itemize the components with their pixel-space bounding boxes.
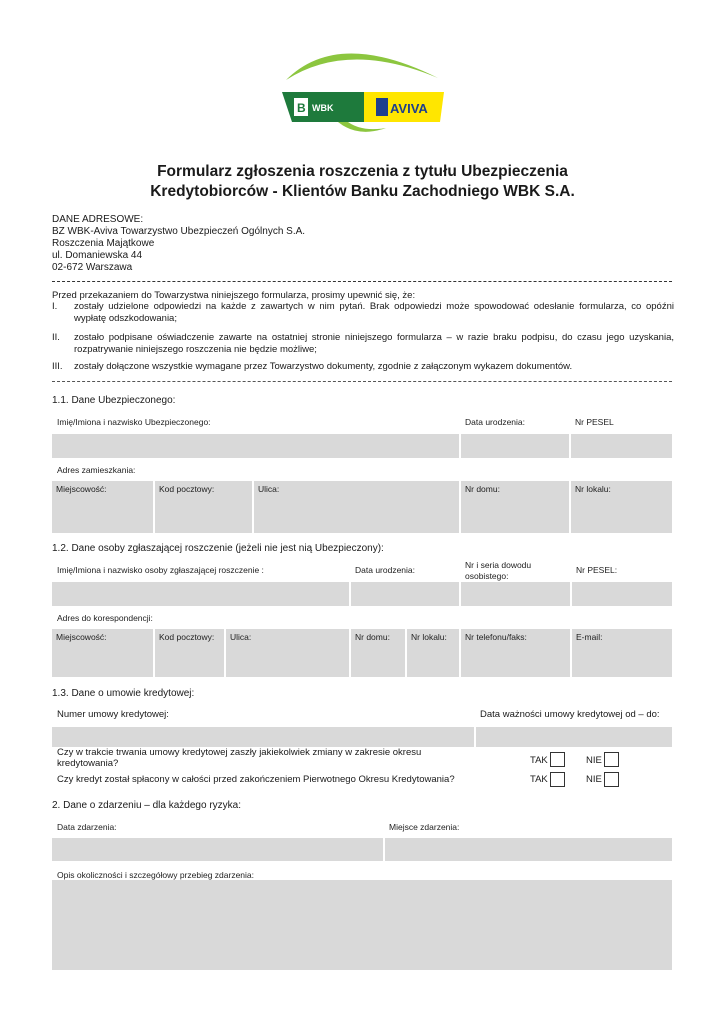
house-label: Nr domu:	[355, 632, 390, 642]
event-place-label: Miejsce zdarzenia:	[389, 822, 460, 832]
insured-house-field[interactable]	[461, 481, 569, 533]
email-label: E-mail:	[576, 632, 603, 642]
city-label: Miejscowość:	[56, 632, 107, 642]
form-title-line2: Kredytobiorców - Klientów Banku Zachodniego WBK S.A.	[150, 183, 575, 200]
claimant-pesel-field[interactable]	[572, 582, 672, 606]
question-1-line2: kredytowania?	[57, 758, 119, 769]
address-heading: DANE ADRESOWE:	[52, 214, 144, 225]
claimant-house-field[interactable]	[351, 629, 405, 677]
postal-label: Kod pocztowy:	[159, 632, 215, 642]
contract-validity-label: Data ważności umowy kredytowej od – do:	[480, 709, 660, 720]
claimant-address-fields	[52, 629, 672, 677]
logo-aviva-text: AVIVA	[390, 101, 428, 116]
claimant-email-field[interactable]	[572, 629, 672, 677]
divider	[52, 281, 672, 282]
section-2-heading: 2. Dane o zdarzeniu – dla każdego ryzyka:	[52, 800, 241, 811]
claimant-id-label-1: Nr i seria dowodu	[465, 560, 532, 570]
claimant-row-fields	[52, 582, 672, 606]
logo-arc	[286, 53, 438, 80]
q1-no-checkbox[interactable]	[604, 752, 619, 767]
contract-validity-field[interactable]	[476, 727, 672, 747]
event-description-field[interactable]	[52, 880, 672, 970]
event-date-label: Data zdarzenia:	[57, 822, 117, 832]
q2-no-checkbox[interactable]	[604, 772, 619, 787]
claimant-pesel-label: Nr PESEL:	[576, 565, 618, 575]
insured-row-fields	[52, 434, 672, 458]
address-line: BZ WBK-Aviva Towarzystwo Ubezpieczeń Ogólnych S.A.	[52, 226, 306, 237]
q1-yes-label: TAK	[530, 755, 548, 766]
insured-flat-field[interactable]	[571, 481, 672, 533]
intro-lead: Przed przekazaniem do Towarzystwa niniejszego formularza, prosimy upewnić się, że:	[52, 290, 416, 301]
claimant-address-label: Adres do korespondencji:	[57, 613, 153, 623]
insured-birth-label: Data urodzenia:	[465, 417, 526, 427]
street-label: Ulica:	[230, 632, 252, 642]
claimant-phone-field[interactable]	[461, 629, 570, 677]
claimant-postal-field[interactable]	[155, 629, 224, 677]
insured-pesel-field[interactable]	[571, 434, 672, 458]
section-1-2-heading: 1.2. Dane osoby zgłaszającej roszczenie (jeżeli nie jest nią Ubezpieczony):	[52, 543, 384, 554]
claimant-birth-field[interactable]	[351, 582, 459, 606]
flat-label: Nr lokalu:	[411, 632, 447, 642]
q1-no-label: NIE	[586, 755, 602, 766]
event-description-label: Opis okoliczności i szczegółowy przebieg zdarzenia:	[57, 870, 255, 880]
claimant-id-label-2: osobistego:	[465, 571, 509, 581]
claimant-city-field[interactable]	[52, 629, 153, 677]
intro-item-text: zostało podpisane oświadczenie zawarte na ostatniej stronie niniejszego formularza – w razie braku podpisu, do czasu jego uzyskania, rozpatrywanie niniejszego roszczenia nie będzie możliwe;	[74, 332, 674, 355]
form-title-line1: Formularz zgłoszenia roszczenia z tytułu Ubezpieczenia	[157, 163, 568, 180]
intro-item-text: zostały udzielone odpowiedzi na każde z zawartych w nim pytań. Brak odpowiedzi może spowodować odesłanie formularza, co opóźni wypłatę odszkodowania;	[74, 301, 674, 324]
divider	[52, 381, 672, 382]
insured-birth-field[interactable]	[461, 434, 569, 458]
contract-row-fields	[52, 727, 672, 747]
insured-city-field[interactable]	[52, 481, 153, 533]
q1-yes-checkbox[interactable]	[550, 752, 565, 767]
address-line: ul. Domaniewska 44	[52, 250, 143, 261]
address-line: 02-672 Warszawa	[52, 262, 133, 273]
insured-name-field[interactable]	[52, 434, 459, 458]
intro-item-num: II.	[52, 332, 60, 343]
insured-address-label: Adres zamieszkania:	[57, 465, 136, 475]
claimant-name-label: Imię/Imiona i nazwisko osoby zgłaszającej roszczenie :	[57, 565, 264, 575]
bz-wbk-aviva-logo	[278, 40, 448, 140]
address-block	[52, 214, 305, 274]
claimant-flat-field[interactable]	[407, 629, 459, 677]
insured-postal-field[interactable]	[155, 481, 252, 533]
street-label: Ulica:	[258, 484, 280, 494]
svg-text:B: B	[297, 101, 306, 115]
q2-no-label: NIE	[586, 774, 602, 785]
address-line: Roszczenia Majątkowe	[52, 238, 155, 249]
intro-item-num: I.	[52, 301, 58, 312]
claimant-birth-label: Data urodzenia:	[355, 565, 416, 575]
question-2: Czy kredyt został spłacony w całości przed zakończeniem Pierwotnego Okresu Kredytowania?	[57, 774, 455, 785]
phone-label: Nr telefonu/faks:	[465, 632, 527, 642]
flat-label: Nr lokalu:	[575, 484, 611, 494]
postal-label: Kod pocztowy:	[159, 484, 215, 494]
insured-street-field[interactable]	[254, 481, 459, 533]
contract-number-field[interactable]	[52, 727, 474, 747]
intro-list	[52, 301, 674, 381]
q2-yes-label: TAK	[530, 774, 548, 785]
logo-wbk-text: WBK	[312, 103, 334, 113]
question-1-line1: Czy w trakcie trwania umowy kredytowej zaszły jakiekolwiek zmiany w zakresie okresu	[57, 747, 422, 758]
intro-item-text: zostały dołączone wszystkie wymagane przez Towarzystwo dokumenty, zgodnie z załączonym wykazem dokumentów.	[74, 361, 573, 372]
claimant-street-field[interactable]	[226, 629, 349, 677]
intro-item-num: III.	[52, 361, 63, 372]
insured-address-fields	[52, 481, 672, 533]
city-label: Miejscowość:	[56, 484, 107, 494]
insured-name-label: Imię/Imiona i nazwisko Ubezpieczonego:	[57, 417, 211, 427]
event-row-fields	[52, 838, 672, 861]
event-place-field[interactable]	[385, 838, 672, 861]
q2-yes-checkbox[interactable]	[550, 772, 565, 787]
section-1-1-heading: 1.1. Dane Ubezpieczonego:	[52, 395, 176, 406]
contract-number-label: Numer umowy kredytowej:	[57, 709, 169, 720]
event-date-field[interactable]	[52, 838, 383, 861]
house-label: Nr domu:	[465, 484, 500, 494]
claimant-name-field[interactable]	[52, 582, 349, 606]
insured-pesel-label: Nr PESEL	[575, 417, 614, 427]
claimant-id-field[interactable]	[461, 582, 569, 606]
section-1-3-heading: 1.3. Dane o umowie kredytowej:	[52, 688, 195, 699]
